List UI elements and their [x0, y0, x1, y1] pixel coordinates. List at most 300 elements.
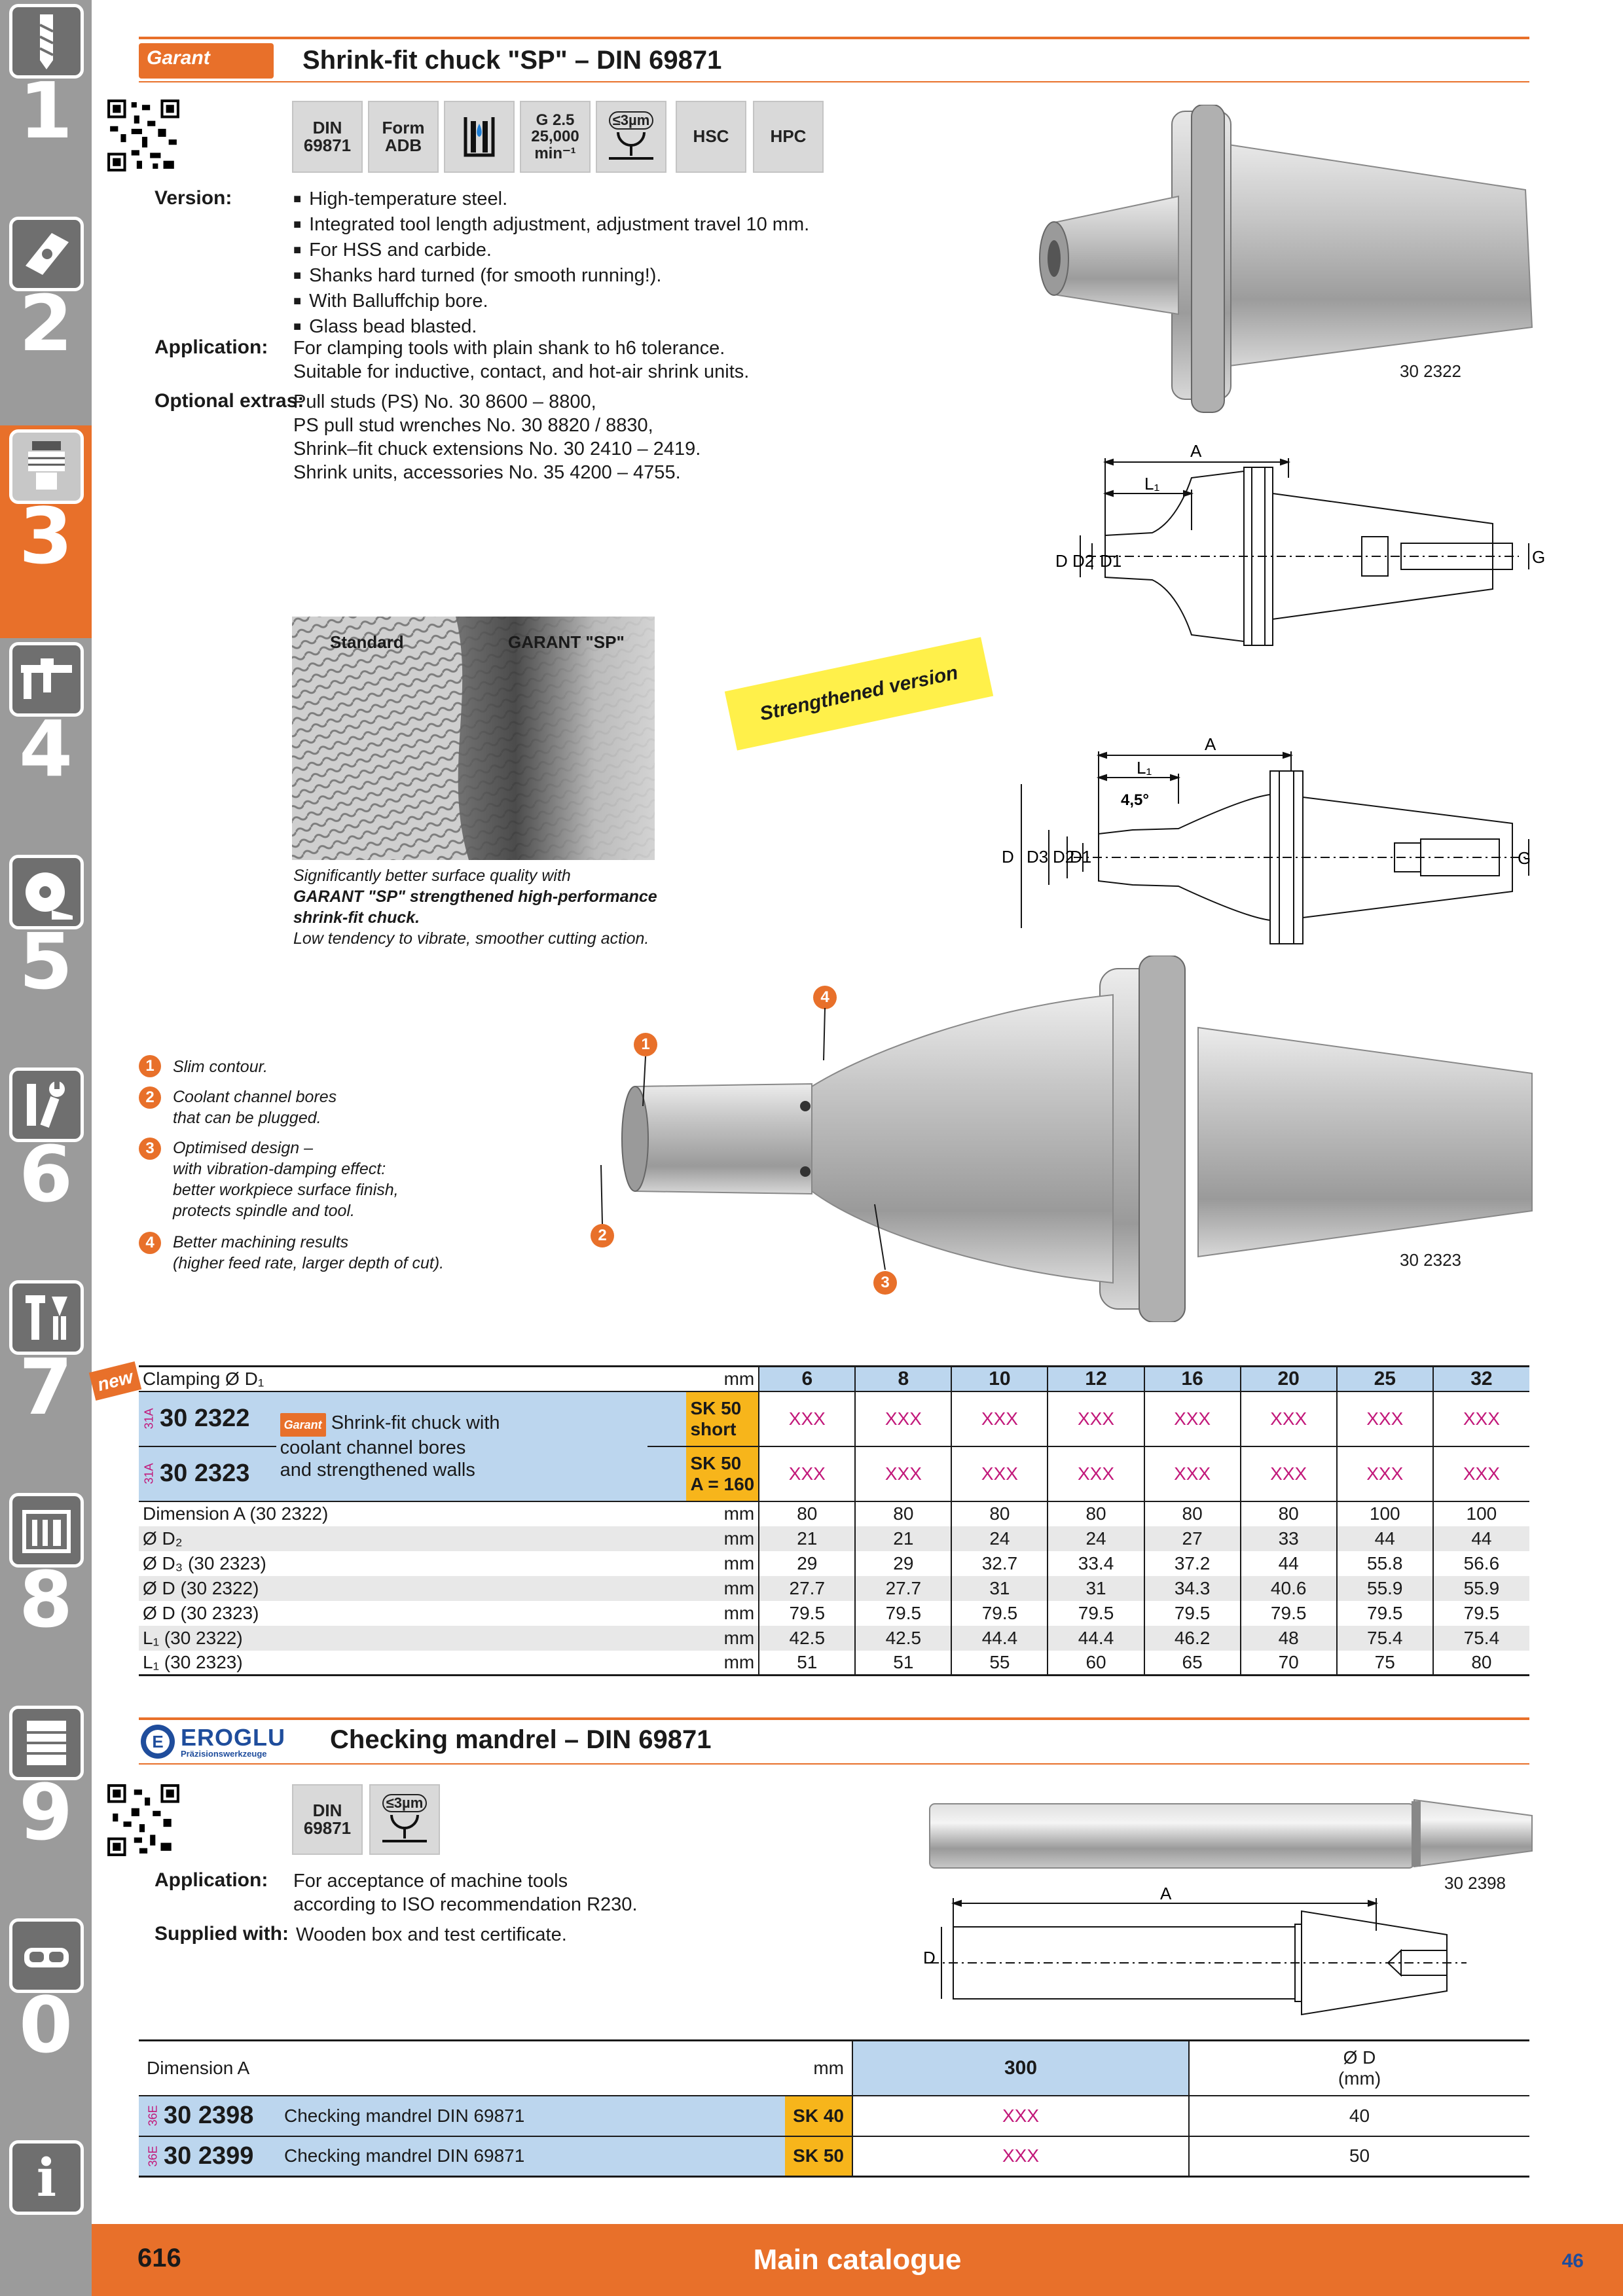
dimension-unit: mm	[686, 1576, 759, 1601]
dimension-value: 24	[951, 1526, 1048, 1551]
feature-line: Better machining results	[173, 1233, 349, 1251]
feature-number-4	[139, 1232, 161, 1254]
badge-line: min⁻¹	[534, 144, 576, 162]
dimension-unit: mm	[686, 1651, 759, 1676]
feature-number-1	[139, 1055, 161, 1077]
badge-line: HSC	[693, 126, 729, 147]
dimension-unit: mm	[723, 1552, 755, 1573]
dim-D3: D3	[1027, 847, 1049, 867]
price-cell[interactable]: XXX	[1433, 1446, 1529, 1501]
size-col: 12	[1048, 1367, 1144, 1391]
optional-line[interactable]: Shrink–fit chuck extensions No. 30 2410 – 2419.	[293, 439, 701, 459]
dimension-value: 60	[1048, 1651, 1144, 1676]
dim-D: D	[923, 1948, 936, 1967]
price-cell[interactable]: XXX	[1144, 1391, 1241, 1446]
spacer	[647, 1391, 686, 1446]
dimension-row	[139, 1576, 1529, 1601]
dimension-value: 31	[1048, 1576, 1144, 1601]
dimension-value: 27.7	[855, 1576, 951, 1601]
dimension-value: 80	[759, 1501, 855, 1526]
dimension-value: 29	[855, 1551, 951, 1576]
dimension-value: 33.4	[1048, 1551, 1144, 1576]
table-header-row	[139, 1367, 1529, 1391]
chapter-tab-3[interactable]	[0, 425, 92, 638]
dim-D1: D1	[1100, 551, 1122, 571]
caption-line: GARANT "SP" strengthened high-performance	[293, 888, 657, 906]
taper-line: SK 50	[690, 1452, 742, 1473]
size-col: 8	[855, 1367, 951, 1391]
article-number[interactable]: 30 2398	[164, 2102, 254, 2129]
price-cell[interactable]: XXX	[951, 1391, 1048, 1446]
dim-G: G	[1518, 848, 1531, 868]
dimension-value: 42.5	[759, 1626, 855, 1651]
surface-comparison-photo	[292, 617, 655, 860]
dimension-value: 24	[1048, 1526, 1144, 1551]
article-number[interactable]: 30 2323	[160, 1460, 250, 1487]
article-tag: 36E	[146, 2105, 160, 2126]
article-row-302399[interactable]	[139, 2136, 1529, 2177]
dimension-label: L₁ (30 2322)	[139, 1626, 686, 1651]
dimension-value: 75.4	[1433, 1626, 1529, 1651]
badge-din	[292, 101, 363, 173]
dimension-value: 80	[855, 1501, 951, 1526]
article-number[interactable]: 30 2399	[164, 2142, 254, 2170]
size-col: 10	[951, 1367, 1048, 1391]
price-cell[interactable]: XXX	[855, 1446, 951, 1501]
supplied-with-text: Wooden box and test certificate.	[296, 1924, 567, 1945]
callout-number: 2	[598, 1227, 607, 1244]
chapter-tab-5[interactable]	[0, 851, 92, 1064]
dim-A: A	[1205, 734, 1216, 754]
technical-drawing-302323	[1002, 732, 1545, 948]
badge-line: HPC	[770, 126, 807, 147]
price-cell[interactable]: XXX	[759, 1446, 855, 1501]
dimension-value: 100	[1433, 1501, 1529, 1526]
caption-line: shrink-fit chuck.	[293, 908, 420, 927]
header-unit: mm	[785, 2041, 852, 2096]
version-item: ■ Integrated tool length adjustment, adjustment travel 10 mm.	[293, 213, 809, 238]
taper-cell: SK 40	[785, 2096, 852, 2136]
price-cell[interactable]: XXX	[1337, 1446, 1433, 1501]
application-label: Application:	[155, 336, 268, 358]
dimension-value: 75.4	[1337, 1626, 1433, 1651]
version-item: ■ Shanks hard turned (for smooth running!).	[293, 264, 809, 289]
header-label: Clamping Ø D₁	[139, 1367, 686, 1391]
dimension-value: 42.5	[855, 1626, 951, 1651]
new-flag: new	[89, 1361, 142, 1401]
optional-line[interactable]: Pull studs (PS) No. 30 8600 – 8800,	[293, 391, 596, 412]
strengthened-version-badge: Strengthened version	[725, 637, 993, 750]
badge-line: ADB	[384, 135, 422, 155]
dim-A: A	[1190, 441, 1202, 461]
price-cell[interactable]: XXX	[1144, 1446, 1241, 1501]
price-cell[interactable]: XXX	[1241, 1446, 1337, 1501]
dimension-value: 44	[1337, 1526, 1433, 1551]
callout-leader-lines	[589, 982, 903, 1283]
version-label: Version:	[155, 187, 232, 209]
article-number[interactable]: 30 2322	[160, 1405, 250, 1432]
application-line: according to ISO recommendation R230.	[293, 1894, 638, 1915]
chapter-number: 5	[18, 916, 73, 1007]
price-cell[interactable]: XXX	[852, 2136, 1189, 2177]
dimension-value: 37.2	[1144, 1551, 1241, 1576]
taper-cell	[686, 1391, 759, 1446]
dimension-value: 51	[759, 1651, 855, 1676]
caption-line: Significantly better surface quality with	[293, 867, 571, 885]
chapter-number: 0	[18, 1980, 73, 2070]
optional-extras-label: Optional extras:	[155, 390, 304, 412]
section-rule	[139, 1717, 1529, 1720]
dimension-value: 40.6	[1241, 1576, 1337, 1601]
article-tag: 31A	[142, 1463, 156, 1484]
price-cell[interactable]: XXX	[1048, 1446, 1144, 1501]
section-rule-bottom	[139, 1763, 1529, 1765]
dimension-value: 79.5	[759, 1601, 855, 1626]
footer-title: Main catalogue	[753, 2244, 962, 2276]
info-glyph: i	[36, 2147, 57, 2208]
article-number-cell[interactable]	[139, 1391, 276, 1446]
dimension-value: 70	[1241, 1651, 1337, 1676]
feature-line: (higher feed rate, larger depth of cut).	[173, 1254, 445, 1272]
dimension-row	[139, 1626, 1529, 1651]
dimension-value: 79.5	[951, 1601, 1048, 1626]
dimension-value: 79.5	[1337, 1601, 1433, 1626]
application-text	[293, 336, 749, 384]
article-description: Checking mandrel DIN 69871	[276, 2096, 785, 2136]
article-tag: 31A	[142, 1408, 156, 1429]
dimension-value: 34.3	[1144, 1576, 1241, 1601]
chapter-tab-7[interactable]	[0, 1276, 92, 1489]
dimension-value: 79.5	[1048, 1601, 1144, 1626]
product-photo-302398	[923, 1787, 1539, 1878]
runout-gauge-icon	[378, 1812, 431, 1845]
feature-number: 1	[145, 1057, 155, 1075]
table-header-row	[139, 2041, 1529, 2096]
info-icon	[9, 2140, 84, 2215]
section-title: Checking mandrel – DIN 69871	[330, 1725, 712, 1754]
feature-text-2	[173, 1086, 337, 1128]
chapter-tab-strip	[0, 0, 92, 2296]
size-col: 20	[1241, 1367, 1337, 1391]
svg-text:E: E	[152, 1732, 164, 1751]
dimension-value: 44.4	[1048, 1626, 1144, 1651]
dimension-value: 56.6	[1433, 1551, 1529, 1576]
qr-code-icon	[105, 97, 182, 174]
dimension-label: Dimension A (30 2322)	[143, 1503, 329, 1524]
runout-gauge-icon	[605, 130, 657, 162]
dimension-value: 31	[951, 1576, 1048, 1601]
dim-L1: L₁	[1137, 758, 1152, 778]
version-item: ■ With Balluffchip bore.	[293, 289, 809, 315]
feature-number: 4	[145, 1234, 155, 1251]
chapter-number: 4	[18, 704, 73, 794]
optional-line[interactable]: PS pull stud wrenches No. 30 8820 / 8830,	[293, 415, 653, 436]
dimension-value: 32.7	[951, 1551, 1048, 1576]
photo-label-garant: GARANT "SP"	[508, 632, 625, 652]
article-row-302398[interactable]	[139, 2096, 1529, 2136]
header-d	[1189, 2041, 1529, 2096]
size-col: 25	[1337, 1367, 1433, 1391]
dimension-value: 79.5	[855, 1601, 951, 1626]
dimension-value: 80	[1048, 1501, 1144, 1526]
product-photo-302322	[976, 105, 1552, 419]
dimension-row	[139, 1551, 1529, 1576]
feature-number-3	[139, 1138, 161, 1160]
dimension-value: 55.8	[1337, 1551, 1433, 1576]
badge-line: 69871	[303, 135, 352, 155]
feature-line: better workpiece surface finish,	[173, 1181, 399, 1199]
feature-number: 3	[145, 1139, 155, 1157]
article-description-cell	[276, 1391, 647, 1501]
feature-line: that can be plugged.	[173, 1109, 321, 1127]
version-item: ■ For HSS and carbide.	[293, 238, 809, 264]
chapter-number: 3	[18, 491, 73, 581]
dimension-value: 65	[1144, 1651, 1241, 1676]
application-line: For clamping tools with plain shank to h6 tolerance.	[293, 338, 725, 359]
version-list	[293, 187, 809, 340]
dimension-value: 55.9	[1337, 1576, 1433, 1601]
badge-coolant	[444, 101, 515, 173]
spec-table-checking-mandrel	[139, 2039, 1529, 2178]
article-number-label: 30 2323	[1400, 1250, 1461, 1270]
article-number-cell[interactable]	[139, 2096, 276, 2136]
chapter-tab-8[interactable]	[0, 1489, 92, 1702]
taper-cell	[686, 1446, 759, 1501]
article-row-302322[interactable]	[139, 1391, 1529, 1446]
section-rule-bottom	[139, 81, 1529, 82]
diameter-cell: 50	[1189, 2136, 1529, 2177]
qr-code-icon	[105, 1782, 182, 1859]
garant-logo	[139, 43, 274, 79]
badge-runout	[596, 101, 666, 173]
brand-name: EROGLU	[181, 1723, 286, 1751]
dim-L1: L₁	[1144, 474, 1160, 493]
size-col: 6	[759, 1367, 855, 1391]
application-text	[293, 1869, 638, 1916]
header-d-line: (mm)	[1338, 2068, 1381, 2089]
feature-text-3	[173, 1138, 399, 1221]
dimension-value: 21	[759, 1526, 855, 1551]
technical-drawing-302398	[903, 1885, 1545, 2016]
price-cell[interactable]: XXX	[1048, 1391, 1144, 1446]
eroglu-emblem-icon	[139, 1723, 177, 1761]
size-col: 16	[1144, 1367, 1241, 1391]
runout-label: ≤3µm	[382, 1794, 428, 1812]
dim-G: G	[1532, 547, 1545, 567]
feature-line: Optimised design –	[173, 1139, 314, 1157]
dimension-value: 80	[1433, 1651, 1529, 1676]
spec-table-shrink-fit-chuck	[139, 1365, 1529, 1676]
price-cell[interactable]: XXX	[951, 1446, 1048, 1501]
page-number: 616	[137, 2244, 181, 2272]
supplied-with-label: Supplied with:	[155, 1923, 289, 1945]
dimension-value: 44	[1433, 1526, 1529, 1551]
dimension-value: 44.4	[951, 1626, 1048, 1651]
optional-extras-text	[293, 390, 701, 484]
photo-label-standard: Standard	[330, 632, 404, 652]
price-cell[interactable]: XXX	[1337, 1391, 1433, 1446]
dimension-unit: mm	[723, 1503, 755, 1524]
dim-A: A	[1160, 1885, 1172, 1903]
article-tag: 36E	[146, 2145, 160, 2167]
price-cell[interactable]: XXX	[1433, 1391, 1529, 1446]
badge-line: Form	[382, 117, 425, 137]
article-number-label: 30 2322	[1400, 361, 1461, 381]
dimension-row	[139, 1526, 1529, 1551]
taper-line: A = 160	[690, 1473, 755, 1494]
dimension-value: 79.5	[1433, 1601, 1529, 1626]
surface-texture-image	[292, 617, 655, 860]
diameter-cell: 40	[1189, 2096, 1529, 2136]
badge-form	[368, 101, 439, 173]
dimension-value: 44	[1241, 1551, 1337, 1576]
chapter-number: 6	[18, 1129, 73, 1219]
badge-hpc	[753, 101, 824, 173]
feature-text-1	[173, 1056, 268, 1077]
badge-balance	[520, 101, 591, 173]
article-desc-line: and strengthened walls	[280, 1459, 475, 1480]
dimension-value: 48	[1241, 1626, 1337, 1651]
chapter-tab-4[interactable]	[0, 638, 92, 851]
dimension-row	[139, 1501, 1529, 1526]
chapter-number: 9	[18, 1767, 73, 1857]
dimension-value: 51	[855, 1651, 951, 1676]
chapter-number: 8	[18, 1554, 73, 1645]
chapter-number: 2	[18, 278, 73, 368]
article-number-cell[interactable]	[139, 1446, 276, 1501]
dimension-label: Ø D (30 2322)	[139, 1576, 686, 1601]
badge-line: 69871	[303, 1818, 352, 1838]
badge-hsc	[676, 101, 746, 173]
feature-line: protects spindle and tool.	[173, 1202, 355, 1220]
dimension-value: 46.2	[1144, 1626, 1241, 1651]
dimension-label: Ø D₂	[139, 1526, 686, 1551]
badge-line: G 2.5	[536, 111, 575, 130]
chapter-tab-6[interactable]	[0, 1064, 92, 1276]
badge-runout	[369, 1784, 440, 1855]
chapter-tab-info[interactable]	[0, 2127, 92, 2224]
dimension-row	[139, 1651, 1529, 1676]
dimension-unit: mm	[686, 1526, 759, 1551]
dimension-value: 33	[1241, 1526, 1337, 1551]
dimension-value: 75	[1337, 1651, 1433, 1676]
garant-logo-small: Garant	[280, 1413, 326, 1437]
badge-line: 25,000	[531, 128, 579, 146]
header-unit: mm	[686, 1367, 759, 1391]
application-line: For acceptance of machine tools	[293, 1871, 568, 1892]
caption-line: Low tendency to vibrate, smoother cutting action.	[293, 929, 649, 948]
dim-D2: D2	[1072, 551, 1095, 571]
footer-right-number: 46	[1561, 2250, 1584, 2272]
version-item: ■ Glass bead blasted.	[293, 315, 809, 340]
article-number-label: 30 2398	[1444, 1873, 1506, 1893]
dimension-value: 27.7	[759, 1576, 855, 1601]
price-cell[interactable]: XXX	[759, 1391, 855, 1446]
page-footer	[92, 2224, 1623, 2296]
brand-name: Garant	[147, 47, 210, 69]
dim-D2: D2	[1053, 847, 1075, 867]
price-cell[interactable]: XXX	[1241, 1391, 1337, 1446]
taper-cell: SK 50	[785, 2136, 852, 2177]
chapter-tab-0[interactable]	[0, 1914, 92, 2127]
feature-text-4	[173, 1232, 444, 1274]
section-rule	[139, 37, 1529, 39]
dim-D1: D1	[1070, 847, 1092, 867]
feature-line: with vibration-damping effect:	[173, 1160, 386, 1178]
application-label: Application:	[155, 1869, 268, 1891]
dimension-value: 79.5	[1144, 1601, 1241, 1626]
dim-D: D	[1055, 551, 1068, 571]
article-desc-line: Shrink-fit chuck with	[331, 1412, 500, 1433]
runout-label: ≤3µm	[609, 111, 654, 129]
article-desc-line: coolant channel bores	[280, 1437, 466, 1458]
application-line: Suitable for inductive, contact, and hot-air shrink units.	[293, 361, 750, 382]
price-cell[interactable]: XXX	[855, 1391, 951, 1446]
price-cell[interactable]: XXX	[852, 2096, 1189, 2136]
badge-line: DIN	[312, 1800, 342, 1820]
dim-angle: 4,5°	[1121, 791, 1149, 809]
dimension-value: 100	[1337, 1501, 1433, 1526]
technical-drawing-302322	[1021, 439, 1545, 681]
badge-line: DIN	[312, 117, 342, 137]
dimension-value: 55.9	[1433, 1576, 1529, 1601]
dimension-value: 21	[855, 1526, 951, 1551]
chapter-tab-1[interactable]	[0, 0, 92, 213]
article-number-cell[interactable]	[139, 2136, 276, 2177]
taper-line: short	[690, 1418, 737, 1439]
dimension-row	[139, 1601, 1529, 1626]
eroglu-logo	[139, 1721, 316, 1762]
dimension-label: L₁ (30 2323)	[139, 1651, 686, 1676]
dimension-unit: mm	[723, 1602, 755, 1623]
callout-number: 3	[881, 1274, 890, 1291]
dimension-value: 80	[951, 1501, 1048, 1526]
chapter-number: 1	[18, 65, 73, 156]
feature-number: 2	[145, 1088, 155, 1106]
chapter-number: 7	[18, 1342, 73, 1432]
taper-line: SK 50	[690, 1397, 742, 1418]
dimension-value: 80	[1241, 1501, 1337, 1526]
spacer	[647, 1446, 686, 1501]
coolant-icon	[456, 111, 502, 163]
dimension-value: 29	[759, 1551, 855, 1576]
dimension-label: Ø D (30 2323)	[143, 1602, 259, 1623]
article-description: Checking mandrel DIN 69871	[276, 2136, 785, 2177]
badge-din	[292, 1784, 363, 1855]
feature-number-2	[139, 1086, 161, 1109]
version-item: ■ High-temperature steel.	[293, 187, 809, 213]
feature-line: Slim contour.	[173, 1058, 268, 1076]
dimension-value: 55	[951, 1651, 1048, 1676]
callout-number: 4	[820, 988, 830, 1006]
dimension-unit: mm	[686, 1626, 759, 1651]
chapter-tab-9[interactable]	[0, 1702, 92, 1914]
callout-number: 1	[641, 1035, 650, 1053]
section-title: Shrink-fit chuck "SP" – DIN 69871	[302, 46, 722, 75]
header-label: Dimension A	[139, 2041, 785, 2096]
header-d-line: Ø D	[1343, 2047, 1376, 2068]
dimension-value: 80	[1144, 1501, 1241, 1526]
feature-line: Coolant channel bores	[173, 1088, 337, 1106]
optional-line[interactable]: Shrink units, accessories No. 35 4200 – 4755.	[293, 462, 681, 483]
dimension-value: 27	[1144, 1526, 1241, 1551]
brand-subtitle: Präzisionswerkzeuge	[181, 1748, 267, 1759]
dimension-value: 79.5	[1241, 1601, 1337, 1626]
chapter-tab-2[interactable]	[0, 213, 92, 425]
photo-caption	[293, 865, 657, 949]
dim-D: D	[1002, 847, 1014, 867]
dimension-label: Ø D₃ (30 2323)	[143, 1552, 266, 1573]
